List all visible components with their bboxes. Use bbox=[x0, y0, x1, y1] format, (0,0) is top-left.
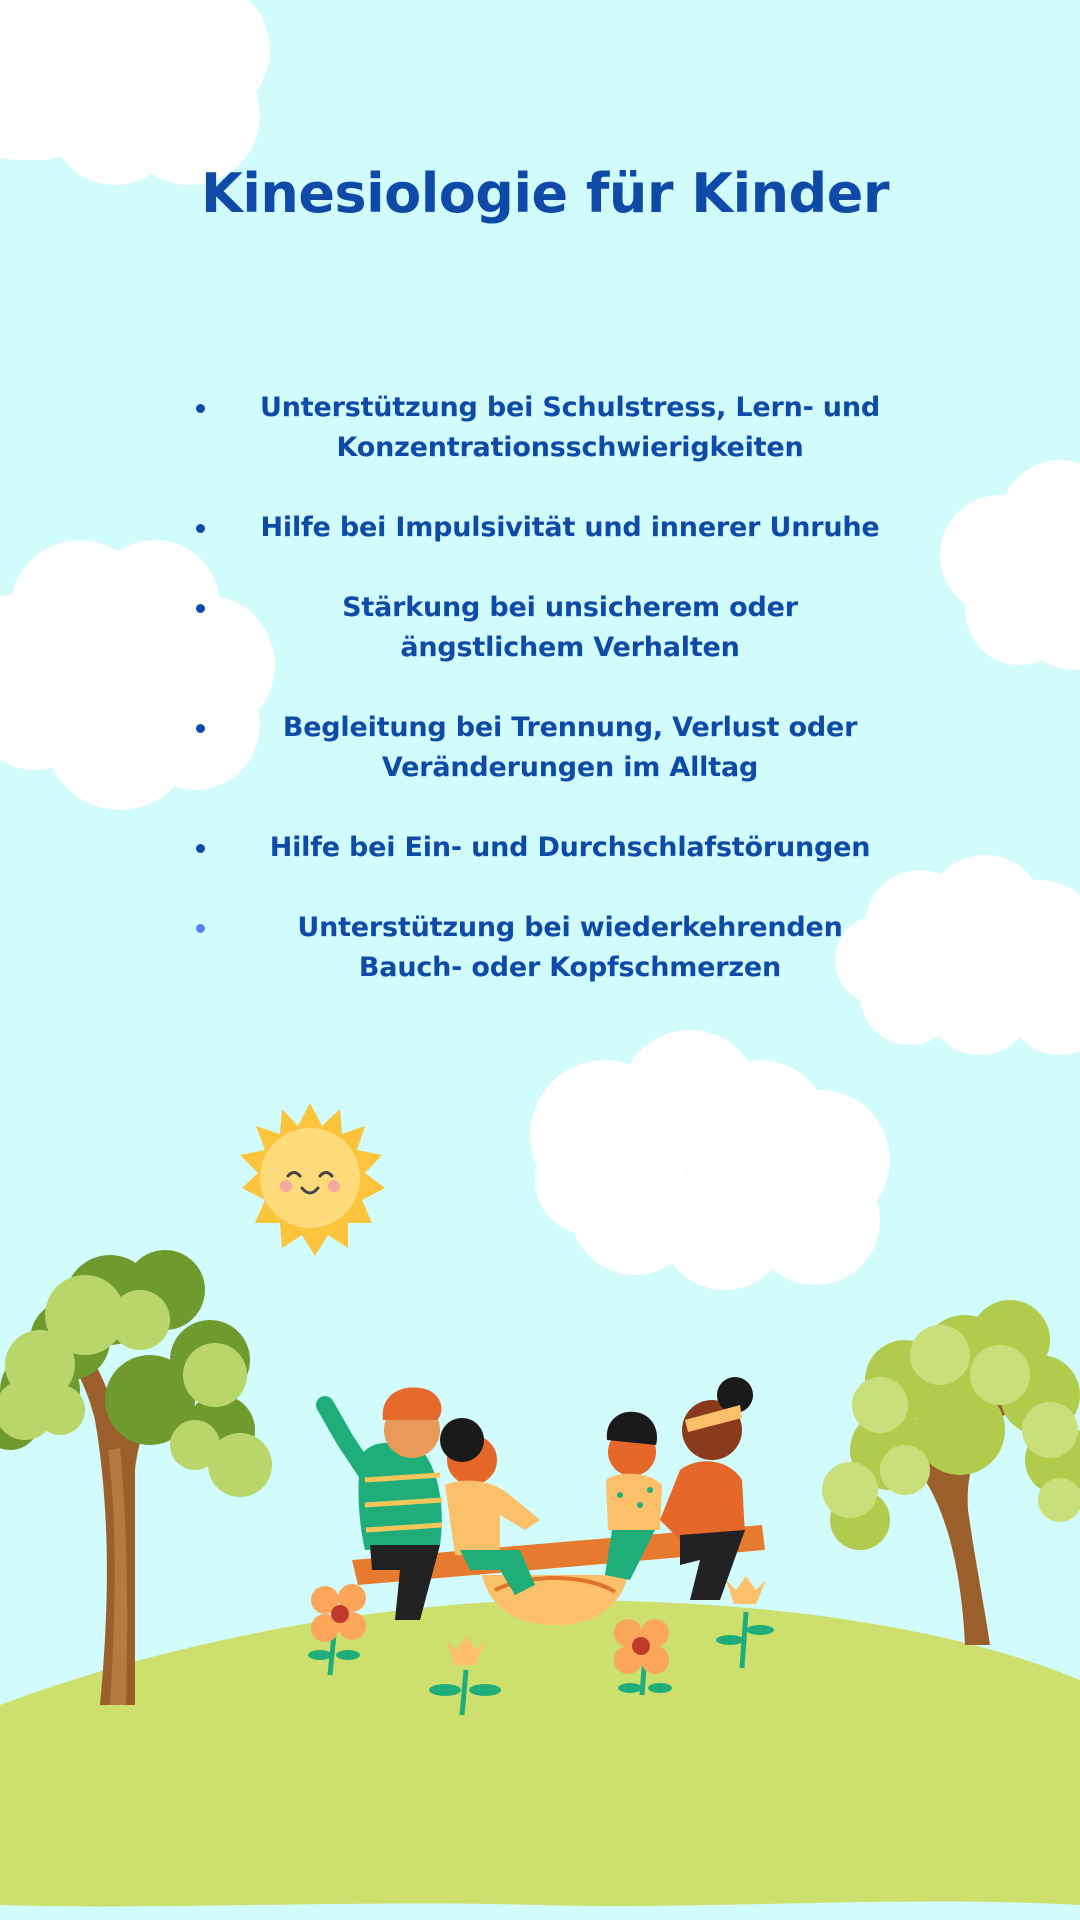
bullet-icon bbox=[196, 524, 205, 533]
bullet-icon bbox=[196, 724, 205, 733]
bullet-icon bbox=[196, 404, 205, 413]
list-item-text: Hilfe bei Ein- und Durchschlafstörungen bbox=[269, 832, 871, 863]
list-item-text: Begleitung bei Trennung, Verlust oder Veränderungen im Alltag bbox=[282, 712, 858, 783]
tree-icon bbox=[822, 1300, 1080, 1645]
list-item bbox=[190, 588, 930, 668]
list-item-text: Stärkung bei unsicherem oder ängstlichem Verhalten bbox=[342, 592, 798, 663]
cloud-icon bbox=[0, 0, 270, 185]
bullet-icon bbox=[196, 924, 205, 933]
list-item bbox=[190, 388, 930, 468]
list-item-text: Unterstützung bei Schulstress, Lern- und Konzentrationsschwierigkeiten bbox=[260, 392, 880, 463]
list-item bbox=[190, 708, 930, 788]
bullet-icon bbox=[196, 604, 205, 613]
sun-icon bbox=[240, 1103, 385, 1256]
list-item-text: Hilfe bei Impulsivität und innerer Unruhe bbox=[260, 512, 880, 543]
bullet-icon bbox=[196, 844, 205, 853]
grass-hill bbox=[0, 1600, 1080, 1906]
page-title: Kinesiologie für Kinder bbox=[201, 162, 889, 225]
list-item bbox=[190, 908, 930, 988]
list-item bbox=[190, 828, 930, 868]
cloud-icon bbox=[940, 460, 1080, 670]
children-seesaw-icon bbox=[325, 1377, 765, 1625]
cloud-icon bbox=[530, 1030, 890, 1290]
tree-icon bbox=[0, 1250, 272, 1705]
list-item bbox=[190, 508, 930, 548]
benefits-list bbox=[190, 388, 930, 1028]
list-item-text: Unterstützung bei wiederkehrenden Bauch- oder Kopfschmerzen bbox=[297, 912, 843, 983]
